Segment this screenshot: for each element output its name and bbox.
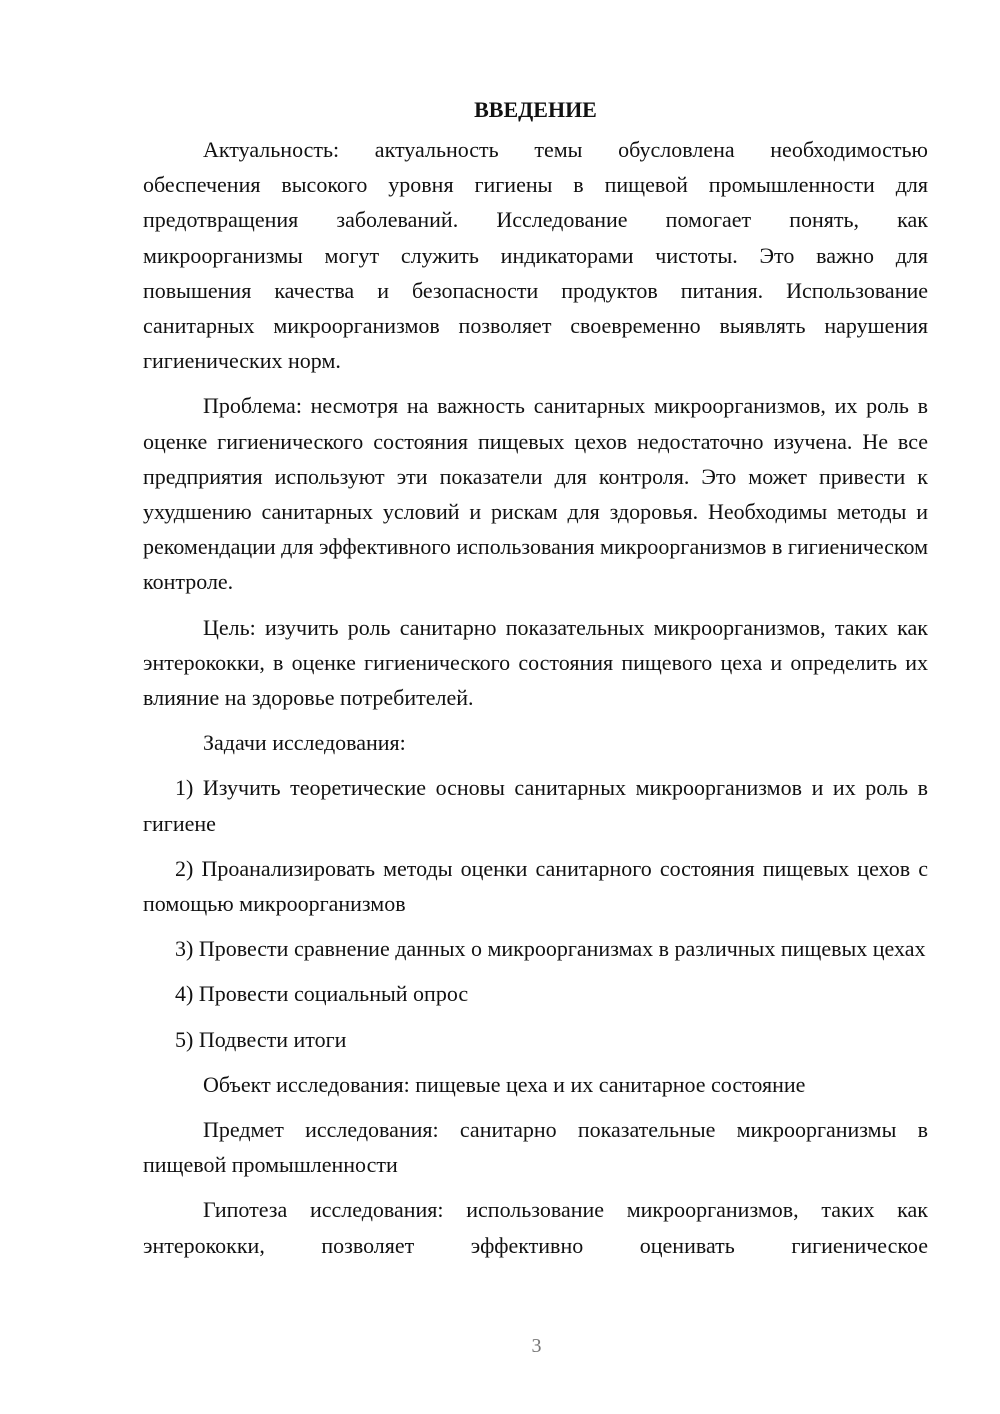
subject-paragraph: Предмет исследования: санитарно показательные микроорганизмы в пищевой промышленности xyxy=(143,1117,928,1178)
task-item-2: 2) Проанализировать методы оценки санитарного состояния пищевых цехов с помощью микроорганизмов xyxy=(143,855,928,917)
page-number: 3 xyxy=(531,1335,542,1357)
hypothesis-paragraph: Гипотеза исследования: использование микроорганизмов, таких как энтерококки, позволяет эффективно оценивать гигиеническое xyxy=(143,1197,928,1258)
task-item-4: 4) Провести социальный опрос xyxy=(175,981,469,1007)
task-item-3: 3) Провести сравнение данных о микроорганизмах в различных пищевых цехах xyxy=(175,936,926,962)
relevance-paragraph: Актуальность: актуальность темы обусловлена необходимостью обеспечения высокого уровня гигиены в пищевой промышленности для предотвращения заболеваний. Исследование помогает понять, как микроорганизмы могут служить индикаторами чистоты. Это важно для повышения качества и безопасности продуктов питания. Использование санитарных микроорганизмов позволяет своевременно выявлять нарушения гигиенических норм. xyxy=(143,137,928,374)
section-title: ВВЕДЕНИЕ xyxy=(474,97,597,122)
task-item-1: 1) Изучить теоретические основы санитарных микроорганизмов и их роль в гигиене xyxy=(143,775,928,836)
document-page xyxy=(143,92,928,1273)
tasks-heading: Задачи исследования: xyxy=(203,730,406,756)
problem-paragraph: Проблема: несмотря на важность санитарных микроорганизмов, их роль в оценке гигиенического состояния пищевых цехов недостаточно изучена. Не все предприятия используют эти показатели для контроля. Это может привести к ухудшению санитарных условий и рискам для здоровья. Необходимы методы и рекомендации для эффективного использования микроорганизмов в гигиеническом контроле. xyxy=(143,393,928,595)
task-item-5: 5) Подвести итоги xyxy=(175,1026,347,1052)
goal-paragraph: Цель: изучить роль санитарно показательных микроорганизмов, таких как энтерококки, в оценке гигиенического состояния пищевого цеха и определить их влияние на здоровье потребителей. xyxy=(143,614,928,711)
object-paragraph: Объект исследования: пищевые цеха и их санитарное состояние xyxy=(203,1071,806,1097)
